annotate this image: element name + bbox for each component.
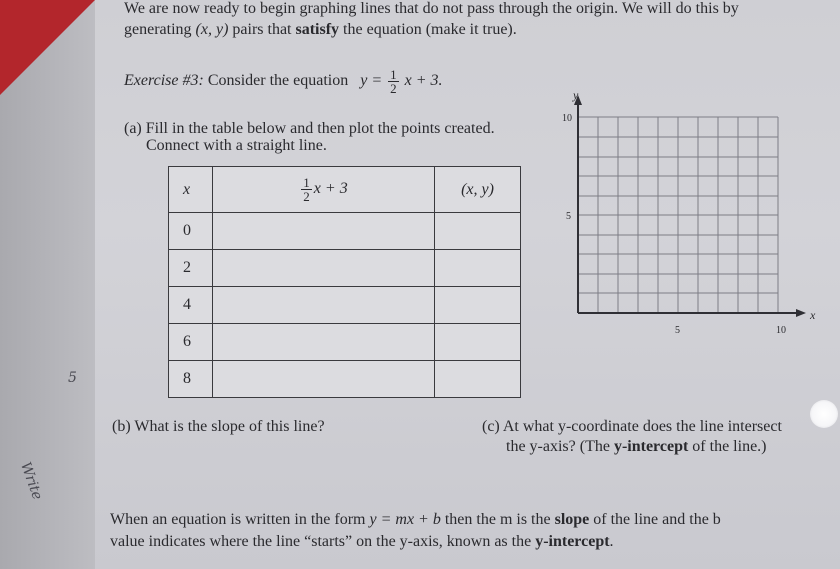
coordinate-grid[interactable] <box>558 85 820 345</box>
table-cell-pair-blank[interactable] <box>435 361 521 398</box>
x-tick-label: 5 <box>675 325 680 336</box>
table-header-row <box>169 167 521 213</box>
table-cell-x: 2 <box>169 250 213 287</box>
exercise-eq-rhs: x + 3. <box>404 72 443 90</box>
table-row <box>169 324 521 361</box>
table-head-frac-den: 2 <box>303 189 310 204</box>
table-cell-pair-blank[interactable] <box>435 213 521 250</box>
intro-line-2 <box>124 21 517 39</box>
table-cell-y-blank[interactable] <box>213 361 435 398</box>
footer-text-post: of the line and the b <box>589 511 721 528</box>
red-corner <box>0 0 95 95</box>
table-head-fraction <box>301 176 312 203</box>
part-c-line-2 <box>506 438 767 456</box>
part-c-text: the y-axis? (The <box>506 438 614 455</box>
table-cell-x: 6 <box>169 324 213 361</box>
table-cell-x: 4 <box>169 287 213 324</box>
y-tick-label: 10 <box>562 113 572 124</box>
table-cell-x: 8 <box>169 361 213 398</box>
table-cell-pair-blank[interactable] <box>435 250 521 287</box>
margin-note-five: 5 <box>68 370 77 386</box>
footer-line-2 <box>110 533 614 551</box>
footer-bold-intercept: y-intercept <box>535 533 610 550</box>
exercise-eq-lhs: y = <box>360 72 383 90</box>
intro-text-post: the equation (make it true). <box>339 21 517 38</box>
table-head-expression <box>213 167 435 213</box>
table-cell-y-blank[interactable] <box>213 324 435 361</box>
table-cell-y-blank[interactable] <box>213 250 435 287</box>
margin-note-write: Write <box>16 460 46 502</box>
light-glare <box>810 400 838 428</box>
exercise-frac-num: 1 <box>390 67 397 82</box>
x-axis-label: x <box>810 308 816 322</box>
footer-line-1 <box>110 511 721 529</box>
part-c-bold: y-intercept <box>613 438 689 455</box>
table-head-pair: (x, y) <box>435 167 521 213</box>
intro-text: generating <box>124 21 196 38</box>
exercise-frac-den: 2 <box>390 81 397 96</box>
table-head-expr-rest: x + 3 <box>313 180 348 198</box>
exercise-fraction <box>388 68 399 95</box>
coordinate-grid-svg[interactable] <box>558 85 820 345</box>
footer-bold-slope: slope <box>554 511 590 528</box>
part-a-line-1: (a) Fill in the table below and then plot the points created. <box>124 120 495 137</box>
intro-line-1: We are now ready to begin graphing lines that do not pass through the origin. We will do this by <box>124 0 739 17</box>
part-c-line-1: (c) At what y-coordinate does the line intersect <box>482 418 782 435</box>
table-head-x: x <box>169 167 213 213</box>
part-a-line-2: Connect with a straight line. <box>146 137 327 154</box>
table-row <box>169 361 521 398</box>
part-b-question: (b) What is the slope of this line? <box>112 418 325 435</box>
axes <box>578 103 798 313</box>
value-table <box>168 166 521 398</box>
intro-bold-satisfy: satisfy <box>295 21 340 38</box>
x-axis-arrow <box>796 309 806 317</box>
exercise-text: Consider the equation <box>207 72 349 90</box>
table-cell-y-blank[interactable] <box>213 213 435 250</box>
table-row <box>169 213 521 250</box>
table-cell-pair-blank[interactable] <box>435 324 521 361</box>
part-c-text-post: of the line.) <box>688 438 767 455</box>
table-head-frac-num: 1 <box>303 175 310 190</box>
exercise-label: Exercise #3: <box>124 72 204 90</box>
footer-text: When an equation is written in the form <box>110 511 370 528</box>
table-cell-y-blank[interactable] <box>213 287 435 324</box>
table-cell-pair-blank[interactable] <box>435 287 521 324</box>
table-row <box>169 250 521 287</box>
footer-text-mid: then the m is the <box>440 511 555 528</box>
x-tick-label: 10 <box>776 325 786 336</box>
intro-text-mid: pairs that <box>228 21 296 38</box>
y-tick-label: 5 <box>566 211 571 222</box>
table-row <box>169 287 521 324</box>
exercise-heading <box>124 68 443 95</box>
intro-pair: (x, y) <box>195 21 229 38</box>
footer-equation: y = mx + b <box>369 511 441 528</box>
footer-text-2-post: . <box>609 533 614 550</box>
footer-text-2: value indicates where the line “starts” on the y-axis, known as the <box>110 533 536 550</box>
y-axis-label: y <box>573 88 579 102</box>
table-cell-x: 0 <box>169 213 213 250</box>
